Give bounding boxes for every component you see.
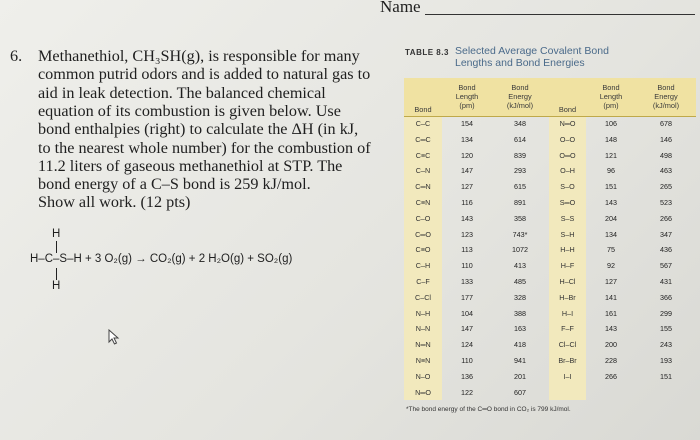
table-energy: 348 bbox=[514, 119, 526, 128]
table-length: 75 bbox=[607, 245, 615, 255]
question-line: Show all work. (12 pts) bbox=[38, 193, 191, 212]
table-energy: 567 bbox=[660, 261, 672, 271]
table-bond: I–I bbox=[563, 371, 572, 381]
mouse-pointer-icon bbox=[108, 329, 120, 345]
table-bond: N═N bbox=[415, 340, 431, 350]
table-bond: C═N bbox=[415, 182, 431, 192]
header-energy-right-2: Energy bbox=[654, 92, 678, 101]
table-bond: H–H bbox=[560, 245, 575, 255]
header-bond: Bond bbox=[414, 105, 432, 114]
table-bond: C═C bbox=[415, 134, 431, 144]
bond-energy-table bbox=[404, 78, 696, 400]
table-length: 127 bbox=[605, 277, 617, 286]
table-length: 120 bbox=[461, 150, 473, 160]
table-energy: 891 bbox=[514, 198, 526, 207]
table-length: 134 bbox=[605, 229, 617, 239]
table-length: 122 bbox=[461, 387, 473, 397]
table-energy: 347 bbox=[660, 229, 672, 239]
table-energy: 498 bbox=[660, 150, 672, 160]
table-bond: H–F bbox=[560, 261, 575, 271]
header-length-right-3: (pm) bbox=[603, 101, 619, 110]
question-line: to the nearest whole number) for the combustion of bbox=[38, 138, 371, 157]
table-bond: N–O bbox=[415, 371, 431, 381]
table-length: 143 bbox=[461, 213, 473, 223]
table-bond: O–H bbox=[560, 166, 575, 176]
table-energy: 243 bbox=[660, 340, 672, 350]
header-energy-1: Bond bbox=[511, 83, 529, 92]
header-energy-2: Energy bbox=[508, 92, 532, 101]
header-energy bbox=[492, 83, 548, 110]
table-length: 121 bbox=[605, 150, 617, 160]
table-energy: 485 bbox=[514, 277, 526, 286]
reaction-bond-bottom bbox=[56, 268, 57, 280]
table-length: 92 bbox=[607, 261, 615, 271]
table-bond: N–N bbox=[415, 324, 431, 334]
table-length: 147 bbox=[461, 166, 473, 176]
question-line: common putrid odors and is added to natural gas to bbox=[38, 65, 371, 84]
table-length: 110 bbox=[461, 356, 473, 365]
table-bond: H–I bbox=[561, 308, 574, 318]
table-energy: 436 bbox=[660, 245, 672, 255]
table-bond: O–O bbox=[559, 134, 576, 144]
table-length: 143 bbox=[605, 324, 617, 334]
table-bond: N═O bbox=[415, 387, 431, 397]
table-bond: C≡O bbox=[415, 245, 431, 255]
table-energy: 614 bbox=[514, 134, 526, 144]
table-bond: Br–Br bbox=[558, 356, 577, 365]
table-caption-line2: Lengths and Bond Energies bbox=[455, 57, 585, 69]
table-energy: 328 bbox=[514, 292, 526, 302]
table-energy: 678 bbox=[660, 119, 672, 128]
table-bond: C–O bbox=[415, 213, 431, 223]
question-line: bond energy of a C–S bond is 259 kJ/mol. bbox=[38, 175, 311, 194]
table-bond: S–H bbox=[560, 229, 575, 239]
table-energy: 366 bbox=[660, 292, 672, 302]
table-energy: 151 bbox=[660, 371, 672, 381]
table-length: 200 bbox=[605, 340, 617, 350]
header-length-right-2: Length bbox=[599, 92, 623, 101]
table-length: 154 bbox=[461, 119, 473, 128]
table-energy: 201 bbox=[514, 371, 526, 381]
header-length-3: (pm) bbox=[459, 101, 475, 110]
table-length: 151 bbox=[605, 182, 617, 192]
table-bond: N═O bbox=[559, 119, 576, 128]
table-energy: 941 bbox=[514, 356, 526, 365]
table-energy: 265 bbox=[660, 182, 672, 192]
table-length: 106 bbox=[605, 119, 617, 128]
header-length-right-1: Bond bbox=[602, 83, 620, 92]
table-bond: N≡N bbox=[415, 356, 431, 365]
table-bond: C–Cl bbox=[415, 292, 431, 302]
table-length: 266 bbox=[605, 371, 617, 381]
table-bond: C–N bbox=[415, 166, 431, 176]
table-length: 127 bbox=[461, 182, 473, 192]
header-energy-right-1: Bond bbox=[657, 83, 675, 92]
table-energy: 155 bbox=[660, 324, 672, 334]
table-length: 116 bbox=[461, 198, 473, 207]
reaction-bond-top bbox=[56, 241, 57, 253]
name-blank-line bbox=[425, 14, 695, 15]
table-length: 104 bbox=[461, 308, 473, 318]
header-rule bbox=[404, 116, 696, 117]
header-energy-right bbox=[636, 83, 696, 110]
table-bond: O═O bbox=[559, 150, 576, 160]
header-bond-right: Bond bbox=[558, 105, 577, 114]
table-length: 141 bbox=[605, 292, 617, 302]
table-energy: 839 bbox=[514, 150, 526, 160]
table-bond: C═O bbox=[415, 229, 431, 239]
header-length-right bbox=[586, 83, 636, 110]
question-line: aid in leak detection. The balanced chemical bbox=[38, 83, 326, 102]
table-length: 134 bbox=[461, 134, 473, 144]
table-length: 124 bbox=[461, 340, 473, 350]
table-energy: 413 bbox=[514, 261, 526, 271]
table-energy: 615 bbox=[514, 182, 526, 192]
table-bond: C–H bbox=[415, 261, 431, 271]
table-label: TABLE 8.3 bbox=[405, 48, 449, 57]
table-caption bbox=[455, 45, 609, 69]
question-line: bond enthalpies (right) to calculate the ΔH (in kJ, bbox=[38, 120, 359, 139]
header-energy-3: (kJ/mol) bbox=[506, 101, 534, 110]
table-bond: S–O bbox=[560, 182, 575, 192]
header-length-2: Length bbox=[455, 92, 479, 101]
table-bond: N–H bbox=[415, 308, 431, 318]
header-energy-right-3: (kJ/mol) bbox=[652, 101, 680, 110]
table-bond: H–Cl bbox=[559, 277, 576, 286]
table-length: 123 bbox=[461, 229, 473, 239]
table-energy: 163 bbox=[514, 324, 526, 334]
table-bond: C≡C bbox=[415, 150, 431, 160]
header-length bbox=[442, 83, 492, 110]
reaction-top-hydrogen: H bbox=[52, 228, 61, 240]
table-length: 96 bbox=[607, 166, 615, 176]
table-energy: 358 bbox=[514, 213, 526, 223]
reaction-equation: H–C–S–H + 3 O₂(g) → CO₂(g) + 2 H₂O(g) + SO₂(g) bbox=[30, 253, 293, 265]
question-line: equation of its combustion is given below. Use bbox=[38, 101, 341, 120]
table-energy: 293 bbox=[514, 166, 526, 176]
question-number: 6. bbox=[10, 47, 23, 65]
table-energy: 431 bbox=[660, 277, 672, 286]
table-bond: S–S bbox=[560, 213, 575, 223]
table-energy: 146 bbox=[660, 134, 672, 144]
table-energy: 1072 bbox=[512, 245, 528, 255]
table-length: 143 bbox=[605, 198, 617, 207]
name-label: Name bbox=[380, 0, 421, 16]
table-caption-line1: Selected Average Covalent Bond bbox=[455, 45, 609, 57]
table-length: 228 bbox=[605, 356, 617, 365]
table-footnote: *The bond energy of the C═O bond in CO₂ is 799 kJ/mol. bbox=[406, 406, 571, 413]
table-energy: 418 bbox=[514, 340, 526, 350]
table-length: 204 bbox=[605, 213, 617, 223]
table-bond: C–F bbox=[416, 277, 430, 286]
header-length-1: Bond bbox=[458, 83, 476, 92]
table-title bbox=[405, 45, 609, 69]
combustion-reaction bbox=[30, 228, 400, 298]
table-energy: 193 bbox=[660, 356, 672, 365]
table-bond: C≡N bbox=[415, 198, 431, 207]
table-length: 148 bbox=[605, 134, 617, 144]
table-energy: 266 bbox=[660, 213, 672, 223]
table-length: 161 bbox=[605, 308, 617, 318]
table-bond: C–C bbox=[415, 119, 431, 128]
table-length: 147 bbox=[461, 324, 473, 334]
table-energy: 523 bbox=[660, 198, 672, 207]
table-energy: 743* bbox=[512, 229, 528, 239]
question-line: 11.2 liters of gaseous methanethiol at STP. The bbox=[38, 156, 343, 175]
table-length: 133 bbox=[461, 277, 473, 286]
table-bond: S═O bbox=[559, 198, 576, 207]
table-bond: Cl–Cl bbox=[558, 340, 577, 350]
table-energy: 607 bbox=[514, 387, 526, 397]
table-energy: 388 bbox=[514, 308, 526, 318]
table-bond: H–Br bbox=[559, 292, 576, 302]
table-energy: 299 bbox=[660, 308, 672, 318]
table-length: 110 bbox=[461, 261, 473, 271]
table-length: 177 bbox=[461, 292, 473, 302]
table-bond: F–F bbox=[561, 324, 574, 334]
table-energy: 463 bbox=[660, 166, 672, 176]
table-length: 136 bbox=[461, 371, 473, 381]
question-line: Methanethiol, CH₃SH(g), is responsible for many bbox=[38, 47, 360, 65]
table-length: 113 bbox=[461, 245, 473, 255]
reaction-bottom-hydrogen: H bbox=[52, 280, 61, 292]
